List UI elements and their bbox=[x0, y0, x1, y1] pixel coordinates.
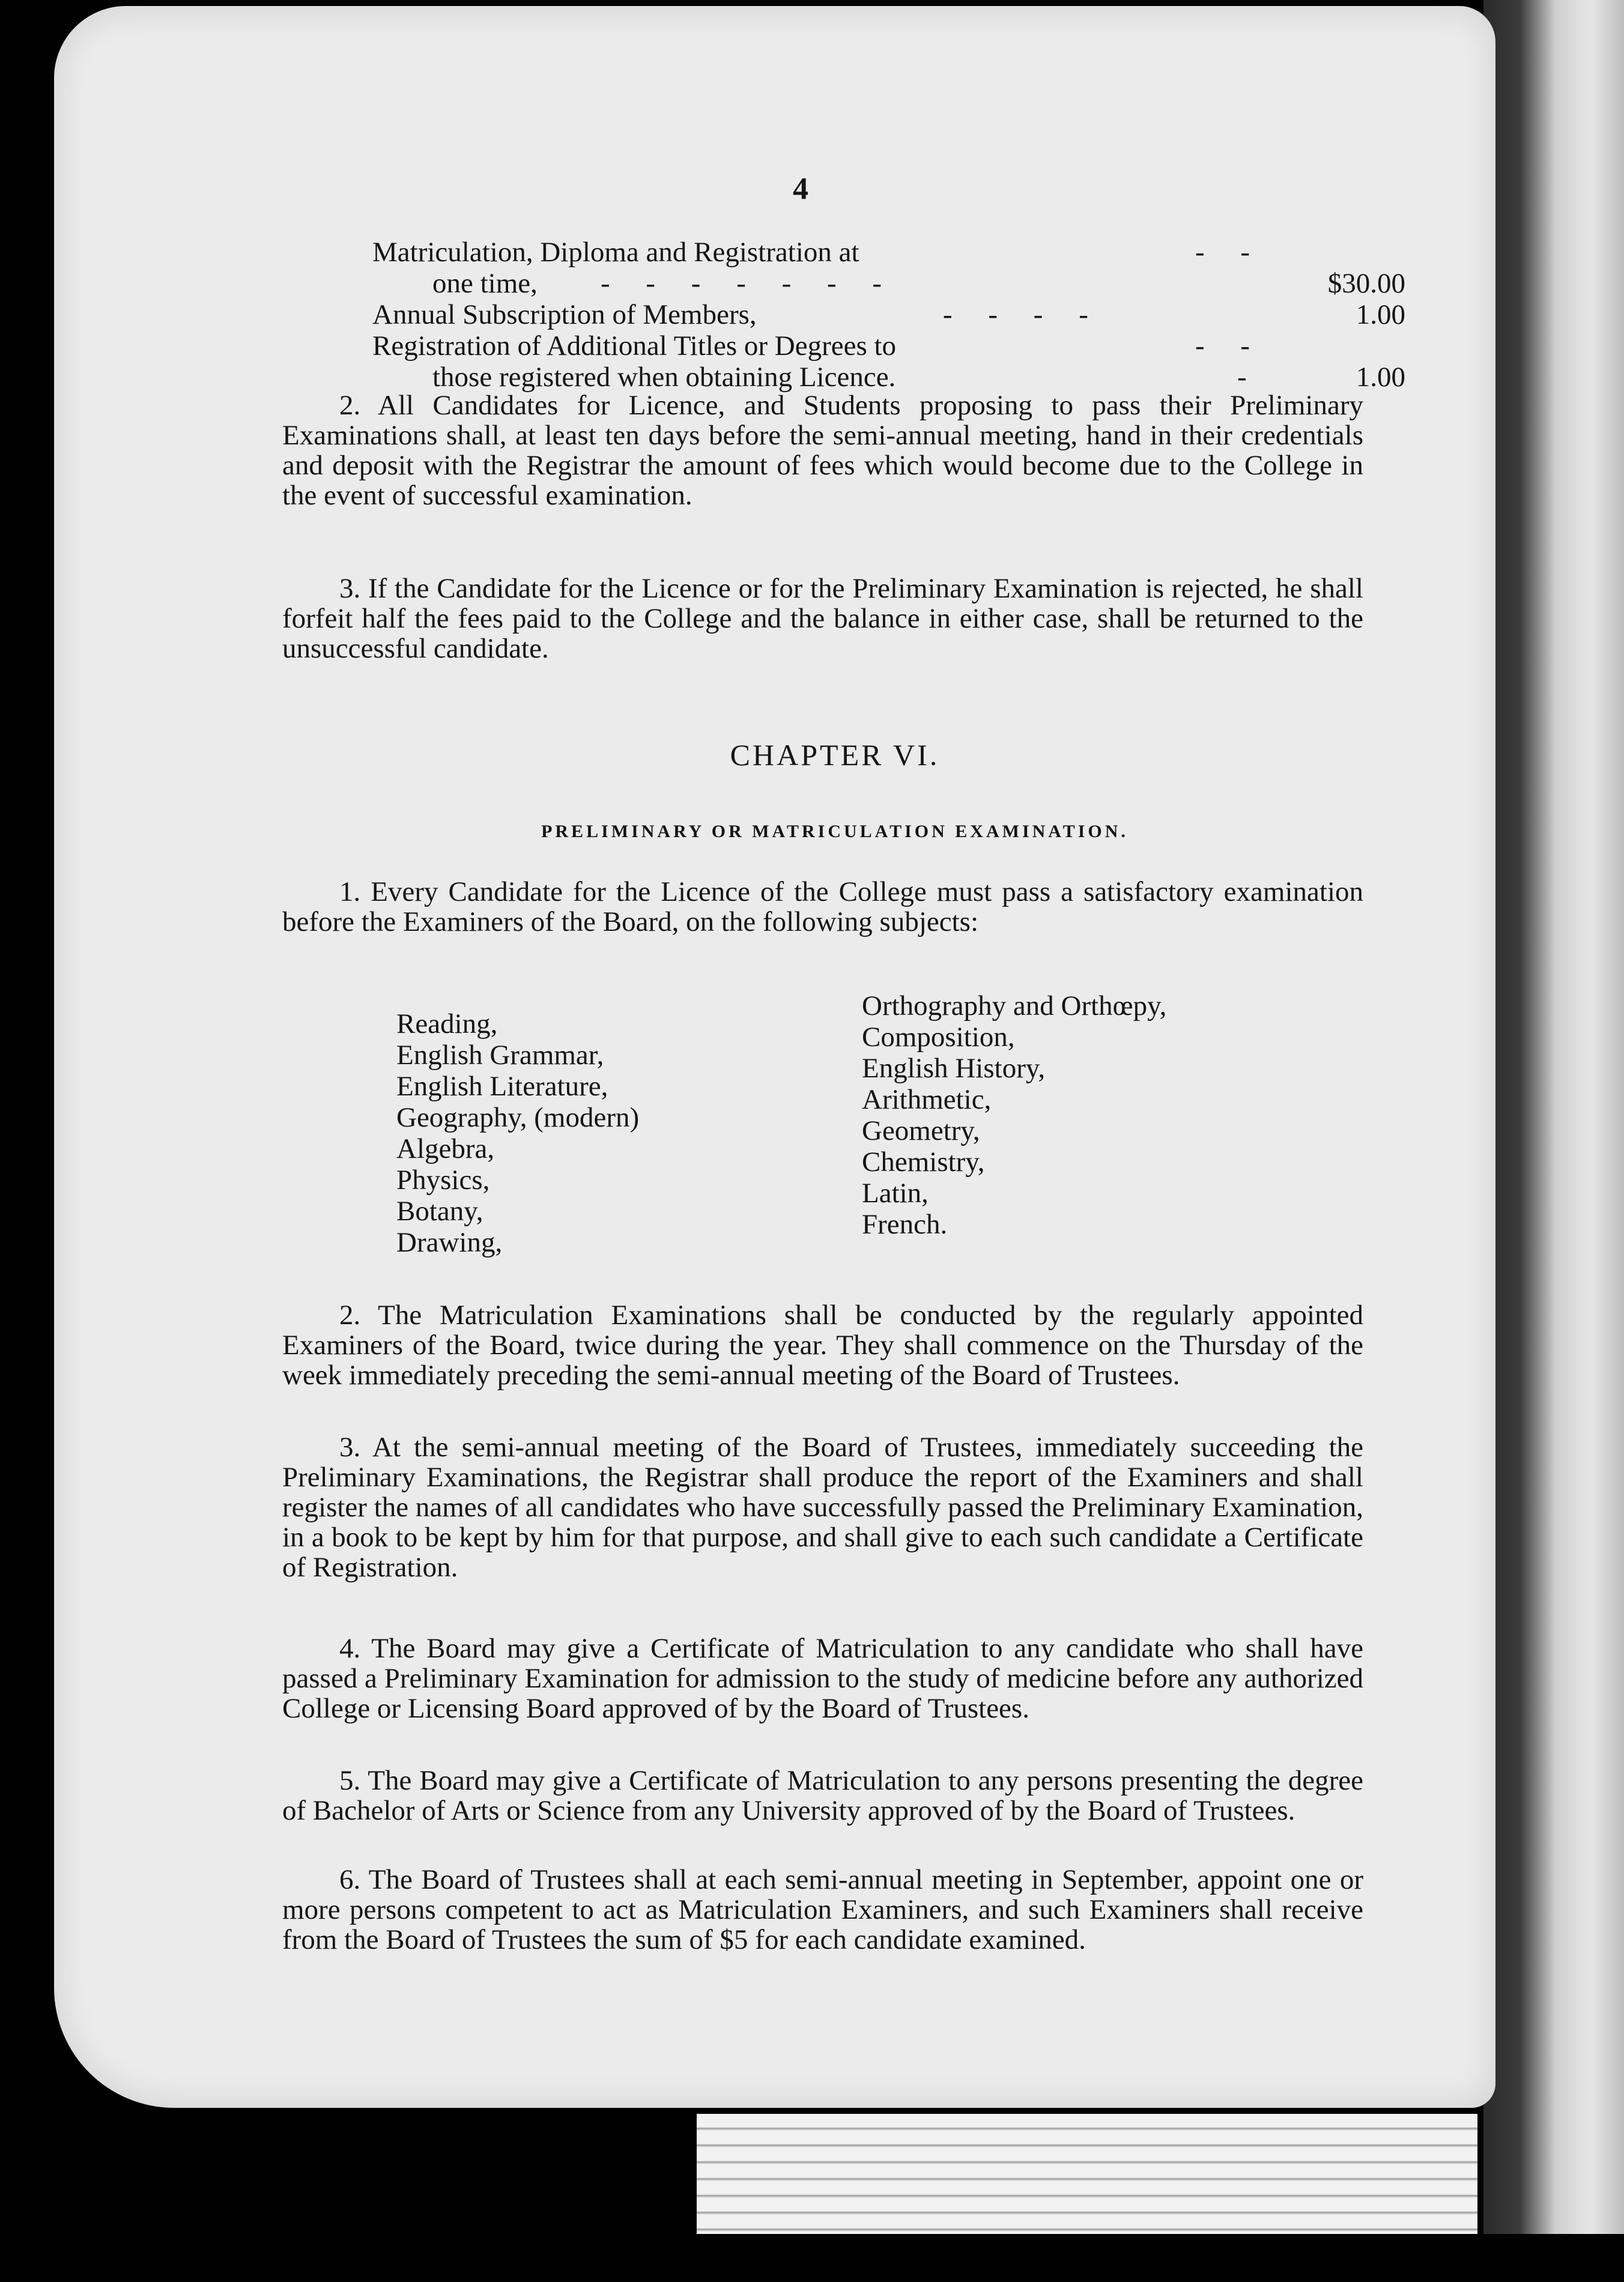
subjects-column-left bbox=[396, 1009, 639, 1259]
subject-item: French. bbox=[862, 1209, 948, 1240]
paragraph-fees-forfeit: 3. If the Candidate for the Licence or for the Preliminary Examination is rejected, he shall forfeit half the fees paid to the College and the balance in either case, shall be returned to the unsuccessful candidate. bbox=[282, 573, 1363, 664]
fee-label: Registration of Additional Titles or Degrees to bbox=[372, 330, 897, 362]
fee-leader: - bbox=[1237, 362, 1261, 393]
fee-label: Annual Subscription of Members, bbox=[372, 299, 757, 330]
paragraph-subjects-intro: 1. Every Candidate for the Licence of the College must pass a satisfactory examination before the Examiners of the Board, on the following subjects: bbox=[282, 876, 1363, 937]
page-number: 4 bbox=[793, 172, 808, 206]
paragraph-certificate-degree: 5. The Board may give a Certificate of Matriculation to any persons presenting the degree of Bachelor of Arts or Science from any University approved of by the Board of Trustees. bbox=[282, 1765, 1363, 1826]
fee-amount: $30.00 bbox=[1327, 268, 1405, 299]
fee-amount: 1.00 bbox=[1356, 299, 1405, 330]
subject-item: English History, bbox=[862, 1053, 1046, 1084]
chapter-subtitle: PRELIMINARY OR MATRICULATION EXAMINATION. bbox=[541, 822, 1129, 841]
subject-item: Orthography and Orthœpy, bbox=[862, 990, 1167, 1021]
subject-item: Drawing, bbox=[396, 1227, 503, 1258]
fee-label: one time, bbox=[432, 268, 538, 299]
subject-item: Latin, bbox=[862, 1178, 929, 1209]
subject-item: Botany, bbox=[396, 1196, 483, 1227]
fee-label: Matriculation, Diploma and Registration at bbox=[372, 237, 859, 268]
fee-row bbox=[372, 300, 1405, 331]
paragraph-certificate-preliminary: 4. The Board may give a Certificate of Matriculation to any candidate who shall have passed a Preliminary Examination for admission to the study of medicine before any authorized College or Licensing Board approved of by the Board of Trustees. bbox=[282, 1633, 1363, 1724]
subject-item: English Grammar, bbox=[396, 1040, 604, 1071]
subject-item: Algebra, bbox=[396, 1133, 495, 1164]
subject-item: Arithmetic, bbox=[862, 1084, 992, 1115]
fee-leader: - - - - - - - bbox=[601, 268, 897, 299]
paragraph-exam-schedule: 2. The Matriculation Examinations shall be conducted by the regularly appointed Examiners of the Board, twice during the year. They shall commence on the Thursday of the week immediately preceding the semi-annual meeting of the Board of Trustees. bbox=[282, 1300, 1363, 1391]
subject-item: Geometry, bbox=[862, 1115, 980, 1146]
fee-leader: - - bbox=[1195, 237, 1265, 268]
adjacent-page-edge bbox=[1483, 0, 1624, 2234]
subject-item: Physics, bbox=[396, 1164, 490, 1196]
paragraph-examiners: 6. The Board of Trustees shall at each semi-annual meeting in September, appoint one or more persons competent to act as Matriculation Examiners, and such Examiners shall receive from the Board of Trustees the sum of $5 for each candidate examined. bbox=[282, 1864, 1363, 1955]
subjects-column-right bbox=[862, 991, 1166, 1241]
fee-row bbox=[372, 362, 1405, 393]
page-stack-edge bbox=[697, 2114, 1477, 2234]
subject-item: Geography, (modern) bbox=[396, 1102, 640, 1133]
fee-leader: - - bbox=[1195, 330, 1265, 362]
fee-row bbox=[372, 268, 1405, 300]
paragraph-registration: 3. At the semi-annual meeting of the Board of Trustees, immediately succeeding the Preliminary Examinations, the Registrar shall produce the report of the Examiners and shall register the names of all candidates who have successfully passed the Preliminary Examination, in a book to be kept by him for that purpose, and shall give to each such candidate a Certificate of Registration. bbox=[282, 1432, 1363, 1583]
subject-item: Composition, bbox=[862, 1021, 1015, 1053]
subject-item: English Literature, bbox=[396, 1071, 608, 1102]
fee-schedule bbox=[372, 237, 1405, 393]
fee-leader: - - - - bbox=[943, 299, 1103, 330]
fee-row bbox=[372, 331, 1405, 362]
subject-item: Chemistry, bbox=[862, 1146, 985, 1178]
chapter-title: CHAPTER VI. bbox=[730, 738, 940, 772]
paragraph-fees-deposit: 2. All Candidates for Licence, and Students proposing to pass their Preliminary Examinations shall, at least ten days before the semi-annual meeting, hand in their credentials and deposit with the Registrar the amount of fees which would become due to the College in the event of successful examination. bbox=[282, 390, 1363, 511]
fee-row bbox=[372, 237, 1405, 268]
fee-amount: 1.00 bbox=[1356, 362, 1405, 393]
subject-item: Reading, bbox=[396, 1008, 498, 1040]
fee-label: those registered when obtaining Licence. bbox=[432, 362, 896, 393]
